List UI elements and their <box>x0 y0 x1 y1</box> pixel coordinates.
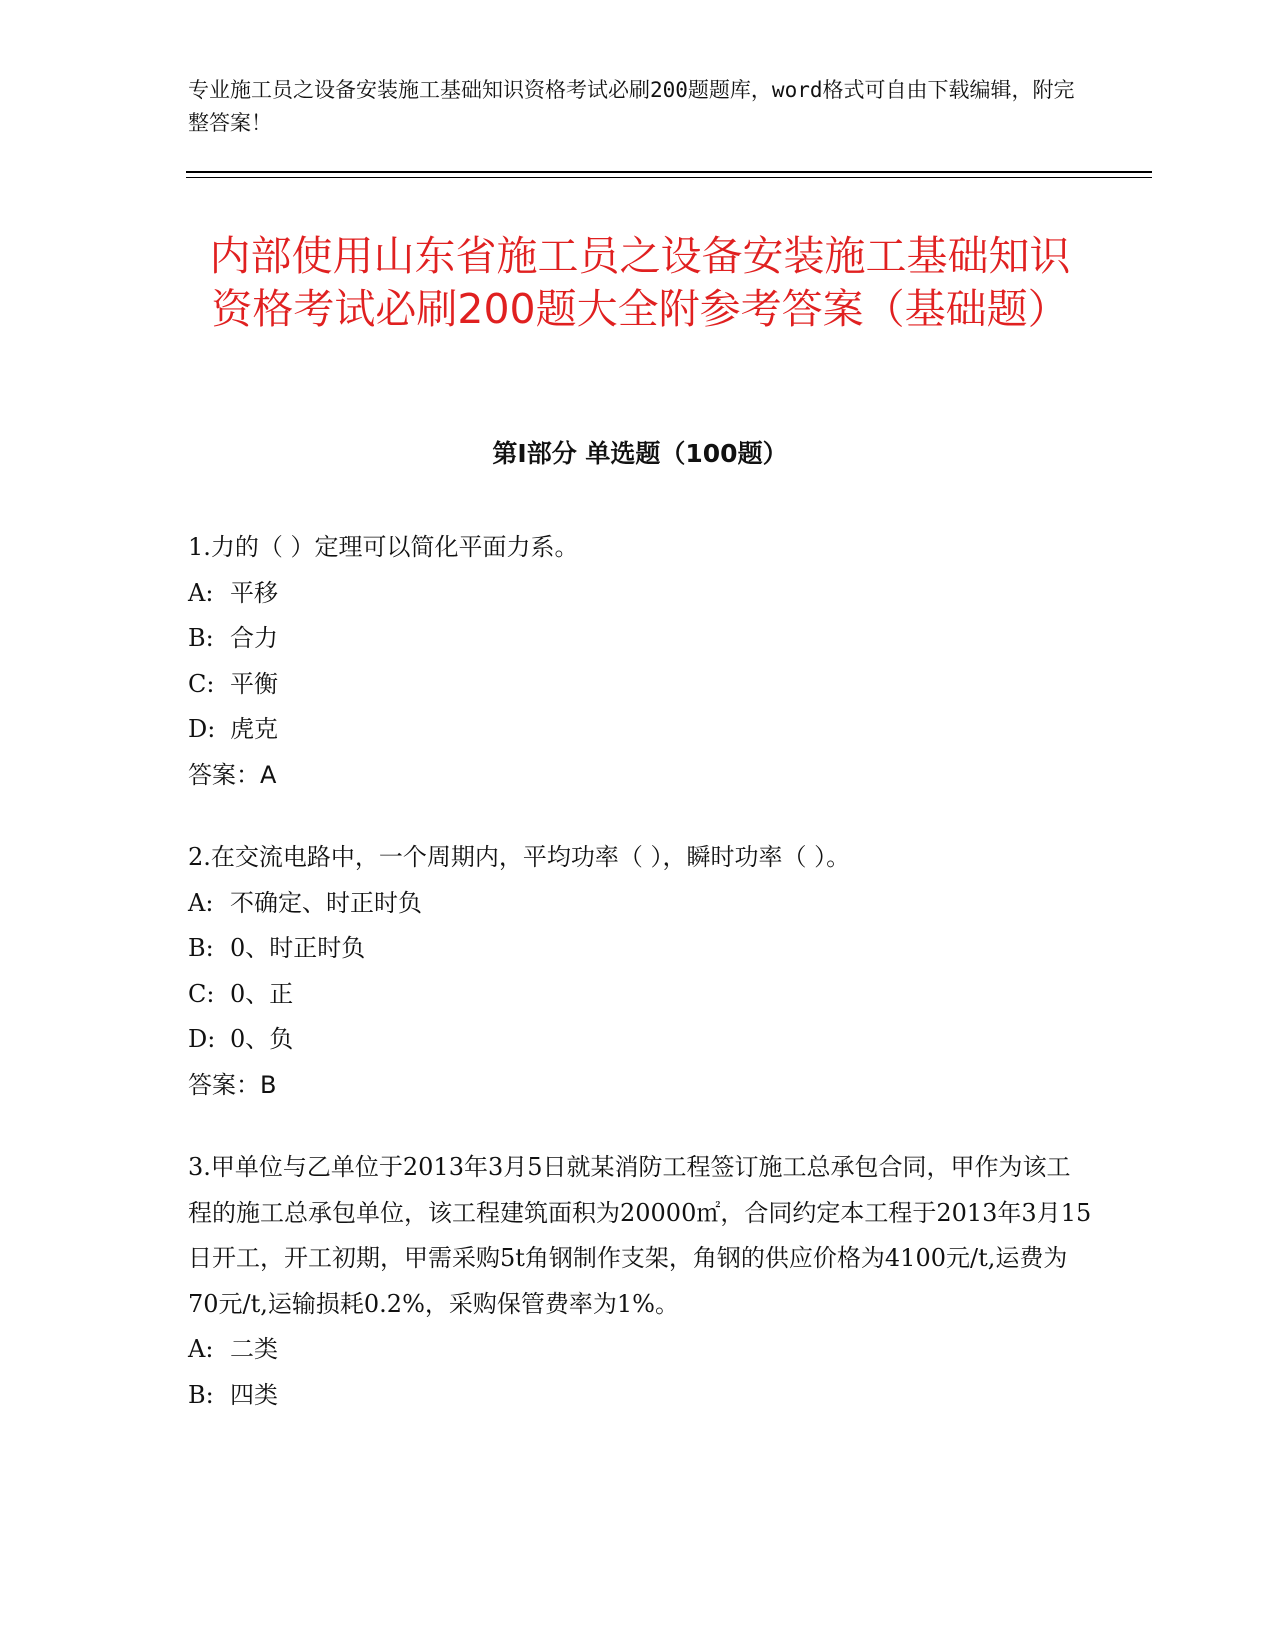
option-b <box>188 926 1093 972</box>
option-letter: C: <box>188 979 215 1008</box>
section-heading: 第Ⅰ部分 单选题（100题） <box>492 439 788 468</box>
question-1 <box>188 525 1093 798</box>
question-stem: 3.甲单位与乙单位于2013年3月5日就某消防工程签订施工总承包合同，甲作为该工程的施工总承包单位，该工程建筑面积为20000㎡，合同约定本工程于2013年3月15日开工，开工初期，甲需采购5t角钢制作支架，角钢的供应价格为4100元/t,运费为70元/t,运输损耗0.2%，采购保管费率为1%。 <box>188 1153 1092 1318</box>
option-a <box>188 881 1093 927</box>
option-letter: B: <box>188 624 214 652</box>
header-note: 专业施工员之设备安装施工基础知识资格考试必刷200题题库，word格式可自由下载编辑，附完整答案！ <box>188 78 1075 135</box>
option-d <box>188 1017 1093 1063</box>
option-letter: A: <box>188 578 214 607</box>
option-letter: D: <box>188 715 216 743</box>
option-text: 不确定、时正时负 <box>230 888 422 917</box>
option-b <box>188 616 1093 662</box>
option-c <box>188 662 1093 708</box>
option-text: 0、负 <box>230 1025 294 1053</box>
option-text: 0、正 <box>230 979 294 1008</box>
option-text: 二类 <box>230 1335 278 1363</box>
option-letter: A: <box>188 888 214 917</box>
header-divider-thick <box>186 171 1152 173</box>
answer-line: 答案：A <box>188 760 277 789</box>
question-list <box>188 525 1093 1455</box>
option-letter: C: <box>188 669 215 698</box>
option-text: 合力 <box>230 624 278 652</box>
option-text: 平衡 <box>230 669 278 698</box>
option-a <box>188 1327 1093 1373</box>
question-stem: 2.在交流电路中，一个周期内，平均功率（ ），瞬时功率（ ）。 <box>188 843 851 871</box>
option-text: 四类 <box>230 1380 278 1409</box>
answer-line: 答案：B <box>188 1070 277 1099</box>
option-text: 0、时正时负 <box>230 934 366 962</box>
option-letter: D: <box>188 1025 216 1053</box>
header-divider-thin <box>186 177 1152 178</box>
option-b <box>188 1373 1093 1419</box>
option-letter: B: <box>188 1380 214 1409</box>
option-d <box>188 707 1093 753</box>
option-text: 平移 <box>230 578 278 607</box>
option-letter: A: <box>188 1335 214 1363</box>
question-2 <box>188 835 1093 1108</box>
question-3 <box>188 1145 1093 1418</box>
question-stem: 1.力的（ ）定理可以简化平面力系。 <box>188 533 579 561</box>
option-text: 虎克 <box>230 715 278 743</box>
document-title: 内部使用山东省施工员之设备安装施工基础知识资格考试必刷200题大全附参考答案（基础题） <box>209 232 1071 333</box>
option-a <box>188 571 1093 617</box>
option-c <box>188 972 1093 1018</box>
option-letter: B: <box>188 934 214 962</box>
